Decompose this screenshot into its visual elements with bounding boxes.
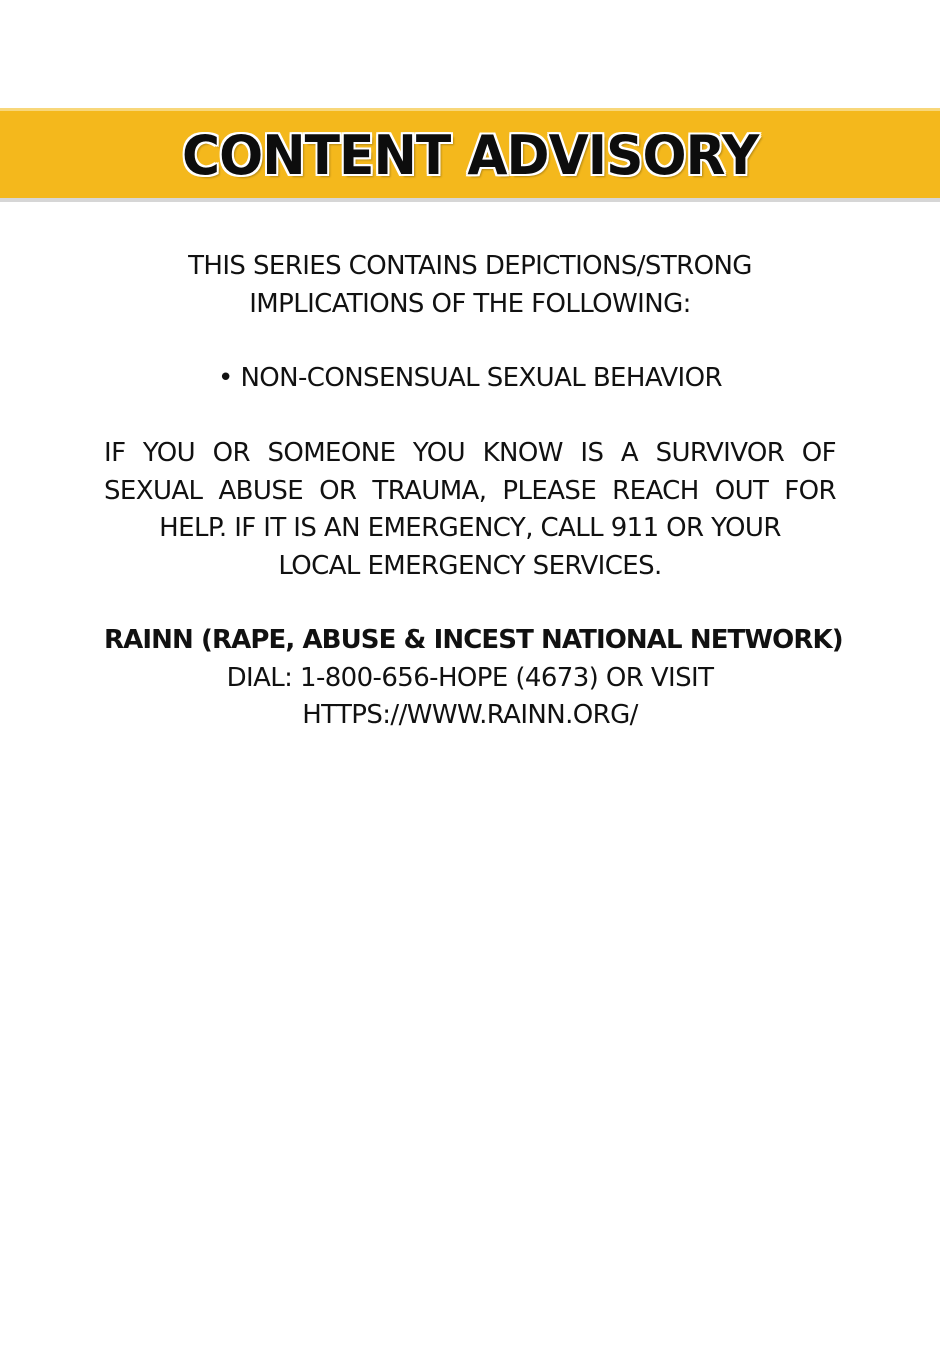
resource-dial: DIAL: 1-800-656-HOPE (4673) OR VISIT [226, 662, 714, 693]
content-warning-list [104, 360, 836, 398]
help-line-4: LOCAL EMERGENCY SERVICES. [278, 550, 662, 581]
advisory-banner [0, 108, 940, 202]
help-message [104, 435, 836, 585]
rainn-resource [104, 622, 843, 735]
resource-url[interactable]: HTTPS://WWW.RAINN.ORG/ [302, 700, 638, 730]
banner-title: CONTENT ADVISORY [181, 124, 759, 187]
content-warning-item: • NON-CONSENSUAL SEXUAL BEHAVIOR [218, 363, 722, 393]
help-line-2: SEXUAL ABUSE OR TRAUMA, PLEASE REACH OUT FOR [104, 475, 836, 506]
intro-line-2: IMPLICATIONS OF THE FOLLOWING: [249, 288, 691, 319]
resource-name: RAINN (RAPE, ABUSE & INCEST NATIONAL NETWORK) [104, 625, 843, 655]
intro-text [104, 248, 836, 323]
help-line-3: HELP. IF IT IS AN EMERGENCY, CALL 911 OR YOUR [159, 513, 781, 543]
help-line-1: IF YOU OR SOMEONE YOU KNOW IS A SURVIVOR OF [104, 438, 836, 468]
intro-line-1: THIS SERIES CONTAINS DEPICTIONS/STRONG [188, 251, 752, 281]
